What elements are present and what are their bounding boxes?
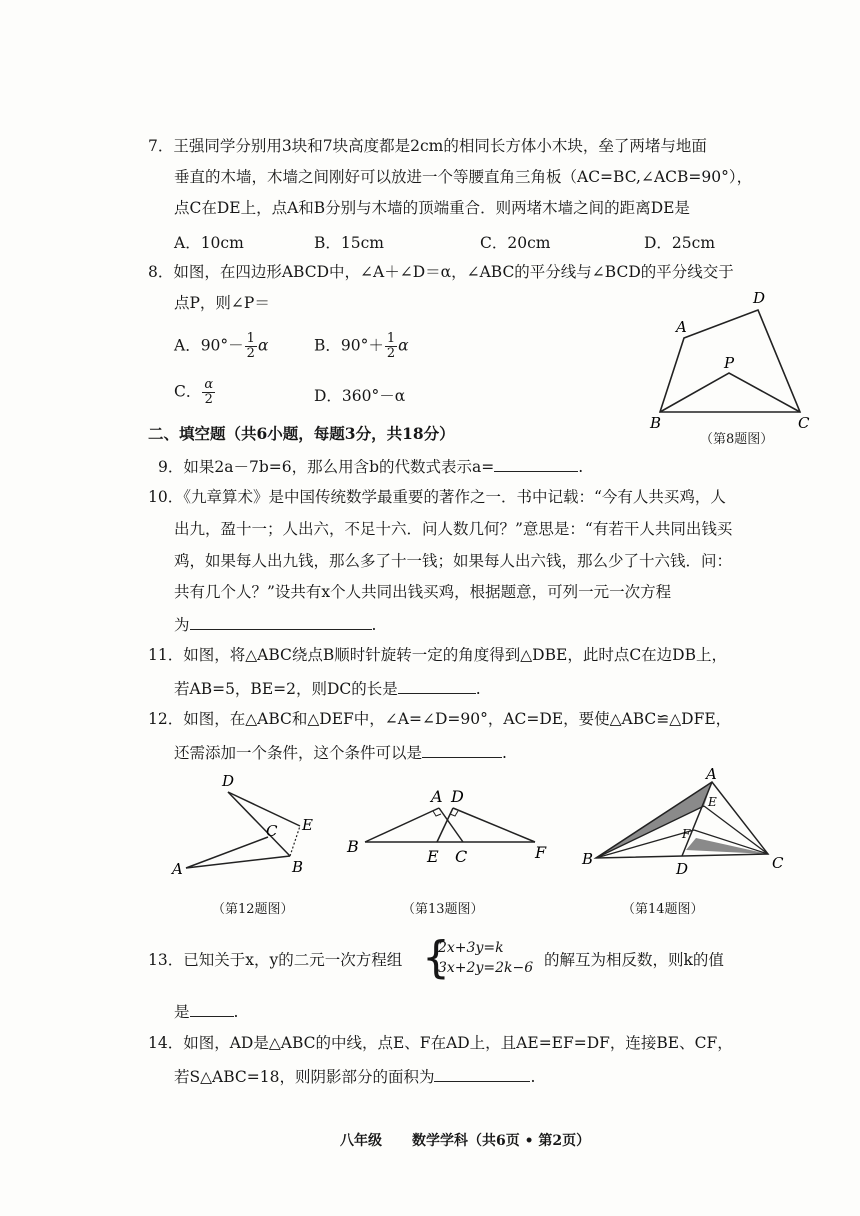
q7-line1: 7．王强同学分别用3块和7块高度都是2cm的相同长方体小木块，垒了两堵与地面 — [148, 137, 707, 155]
fig3-label-b: B — [582, 850, 594, 868]
q8-option-c — [174, 378, 216, 407]
q8-label-p: P — [724, 354, 735, 372]
q12-line1: 12．如图，在△ABC和△DEF中，∠A=∠D=90°，AC=DE，要使△ABC≌△DFE， — [148, 710, 732, 728]
q8-caption: （第8题图） — [700, 432, 774, 447]
q10-answer-blank[interactable] — [190, 613, 372, 630]
q8-option-a-fraction — [245, 332, 257, 361]
q13-brace: { — [422, 932, 450, 983]
fig1-line-be — [290, 826, 300, 856]
fig1-label-e: E — [302, 816, 313, 834]
q14-end: . — [530, 1068, 536, 1086]
q12-line2 — [174, 741, 507, 763]
fig3-label-f: F — [682, 827, 691, 841]
fig3-triangle-abc — [596, 782, 768, 858]
fig1-line-db — [228, 792, 290, 856]
q8-option-a — [174, 332, 268, 361]
q7-option-d: D．25cm — [644, 234, 716, 252]
q7-option-c: C．20cm — [480, 234, 551, 252]
footer-grade: 八年级 — [340, 1133, 382, 1149]
q8-option-a-den: 2 — [246, 346, 255, 361]
q9-answer-blank[interactable] — [494, 455, 578, 472]
q13-line2 — [174, 1000, 238, 1022]
figure-rotation — [170, 772, 330, 882]
q9-end: . — [578, 458, 584, 476]
q13-eq2: 3x+2y=2k−6 — [438, 960, 534, 976]
fig2-line-ba — [365, 808, 439, 842]
q8-option-b-prefix: B．90°＋ — [314, 336, 384, 355]
q14-line2 — [174, 1065, 535, 1087]
q10-line5-text: 为 — [174, 616, 190, 634]
q11-line2 — [174, 677, 481, 699]
q7-option-b: B．15cm — [314, 234, 384, 252]
fig1-label-c: C — [266, 822, 278, 840]
q8-option-a-num: 1 — [246, 331, 255, 346]
q11-answer-blank[interactable] — [398, 677, 476, 694]
q12-end: . — [502, 744, 507, 762]
q8-option-b-fraction — [385, 332, 397, 361]
fig3-label-e: E — [708, 795, 717, 809]
q11-line2-text: 若AB=5，BE=2，则DC的长是 — [174, 680, 398, 698]
q10-line2: 出九，盈十一；人出六，不足十六．问人数几何？”意思是：“有若干人共同出钱买 — [174, 520, 733, 538]
q10-line1: 10．《九章算术》是中国传统数学最重要的著作之一．书中记载：“今有人共买鸡，人 — [148, 488, 726, 506]
q8-option-c-num: α — [204, 377, 214, 392]
q7-option-a: A．10cm — [174, 234, 244, 252]
fig1-label-a: A — [172, 860, 183, 878]
q13-line2-text: 是 — [174, 1003, 190, 1021]
fig2-label-d: D — [451, 787, 464, 806]
fig1-label-b: B — [292, 858, 304, 876]
figure-triangles — [345, 780, 565, 870]
fig3-label-a: A — [706, 768, 717, 783]
q13-prefix: 13．已知关于x，y的二元一次方程组 — [148, 951, 403, 969]
q8-figure — [640, 282, 820, 432]
fig2-label-c: C — [455, 847, 468, 866]
q11-line1: 11．如图，将△ABC绕点B顺时针旋转一定的角度得到△DBE，此时点C在边DB上， — [148, 646, 727, 664]
fig3-label-d: D — [676, 860, 689, 878]
q11-end: . — [475, 680, 481, 698]
fig2-line-df — [453, 808, 535, 842]
footer-subject: 数学学科（共6页 • 第2页） — [412, 1133, 591, 1149]
q8-option-b-den: 2 — [386, 346, 396, 361]
section2-title: 二、填空题（共6小题，每题3分，共18分） — [148, 424, 455, 443]
q8-label-b: B — [650, 414, 662, 432]
q8-label-d: D — [753, 289, 766, 307]
fig3-label-c: C — [772, 854, 784, 872]
q8-option-c-den: 2 — [204, 392, 213, 407]
fig3-caption: （第14题图） — [622, 902, 704, 917]
q10-line4: 共有几个人？”设共有x个人共同出钱买鸡，根据题意，可列一元一次方程 — [174, 583, 672, 601]
q8-option-c-fraction — [202, 378, 215, 407]
q14-line1: 14．如图，AD是△ABC的中线，点E、F在AD上，且AE=EF=DF，连接BE、CF， — [148, 1034, 733, 1052]
q8-line1: 8．如图，在四边形ABCD中，∠A＋∠D＝α，∠ABC的平分线与∠BCD的平分线交于 — [148, 263, 734, 281]
q8-option-b-alpha: α — [398, 336, 409, 355]
q13-system — [438, 938, 533, 978]
fig1-caption: （第12题图） — [212, 902, 294, 917]
q10-end: . — [371, 616, 377, 634]
q8-line2: 点P，则∠P＝ — [174, 294, 270, 312]
q8-option-a-alpha: α — [257, 336, 269, 355]
q12-line2-text: 还需添加一个条件，这个条件可以是 — [174, 744, 423, 762]
q13-eq1: 2x+3y=k — [438, 940, 504, 956]
q8-option-b-num: 1 — [386, 331, 396, 346]
fig2-label-a: A — [431, 787, 443, 806]
q12-answer-blank[interactable] — [422, 741, 502, 758]
q8-option-a-prefix: A．90°－ — [174, 336, 244, 355]
q8-option-b — [314, 332, 409, 361]
q14-answer-blank[interactable] — [434, 1065, 530, 1082]
q9-line — [158, 455, 583, 477]
q8-bisectors — [660, 373, 800, 412]
q10-line5 — [174, 613, 376, 635]
q13-end: . — [233, 1003, 239, 1021]
q7-line3: 点C在DE上，点A和B分别与木墙的顶端重合．则两堵木墙之间的距离DE是 — [174, 199, 690, 217]
q7-line2: 垂直的木墙，木墙之间刚好可以放进一个等腰直角三角板（AC=BC,∠ACB=90°）， — [174, 168, 753, 186]
q8-option-d: D．360°－α — [314, 387, 406, 405]
fig1-label-d: D — [222, 772, 235, 790]
q13-answer-blank[interactable] — [190, 1000, 234, 1017]
q13-suffix: 的解互为相反数，则k的值 — [544, 951, 724, 969]
fig1-line-de — [228, 792, 300, 826]
q10-line3: 鸡，如果每人出九钱，那么多了十一钱；如果每人出六钱，那么少了十六钱．问： — [174, 552, 733, 570]
fig2-label-b: B — [347, 837, 359, 856]
q8-label-a: A — [676, 318, 687, 336]
q8-label-c: C — [798, 414, 810, 432]
q9-text: 9．如果2a－7b=6，那么用含b的代数式表示a= — [158, 458, 495, 476]
q14-line2-text: 若S△ABC=18，则阴影部分的面积为 — [174, 1068, 435, 1086]
fig2-label-e: E — [427, 847, 439, 866]
fig2-label-f: F — [535, 843, 547, 862]
q8-option-c-prefix: C． — [174, 382, 202, 401]
figure-median — [578, 768, 798, 878]
fig2-caption: （第13题图） — [402, 902, 484, 917]
fig2-right-angle-a — [433, 811, 441, 816]
